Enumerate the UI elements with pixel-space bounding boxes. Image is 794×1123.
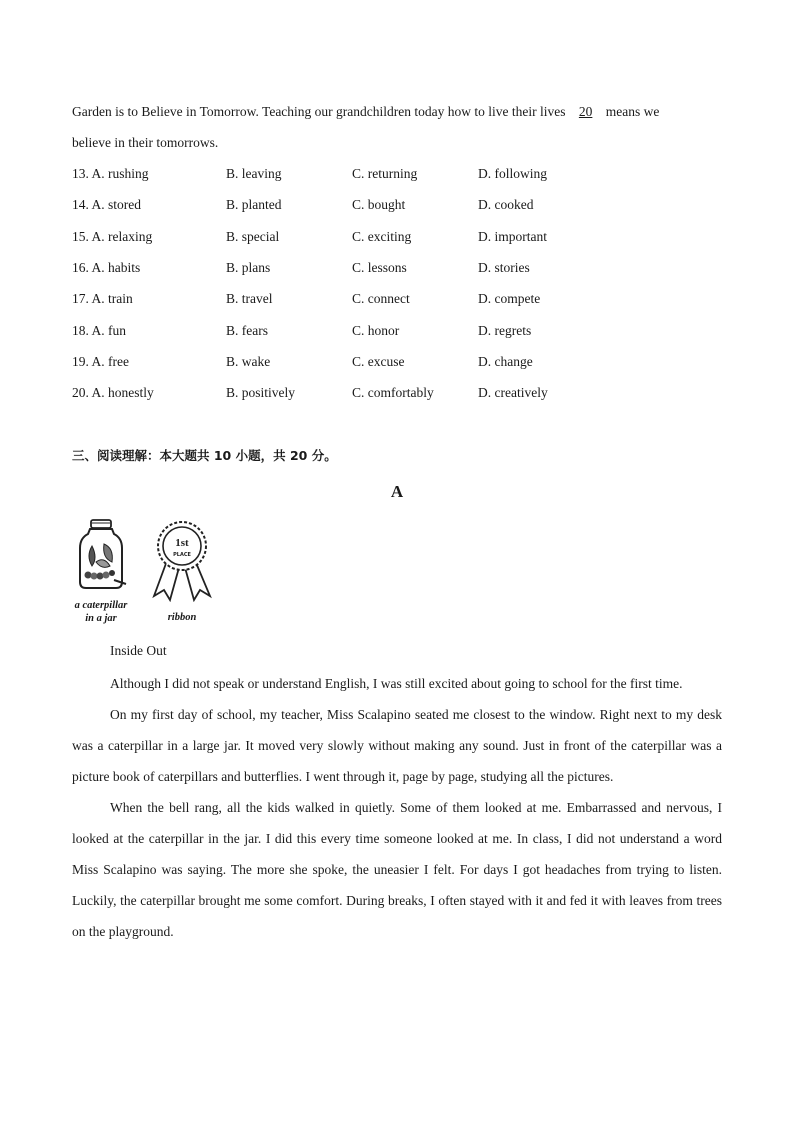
- question-row: [72, 229, 672, 249]
- option-a-text: A. fun: [91, 322, 127, 338]
- option-d: D. change: [478, 353, 533, 369]
- ribbon-caption: ribbon: [167, 612, 197, 623]
- passage-title: Inside Out: [110, 643, 167, 658]
- ribbon-text-1st: 1st: [175, 537, 189, 549]
- option-a: [72, 354, 129, 370]
- blank-20: 20: [578, 104, 593, 119]
- passage-body: [72, 668, 722, 947]
- option-a-text: A. stored: [91, 197, 142, 213]
- option-b: B. special: [226, 228, 280, 244]
- option-d: D. creatively: [478, 385, 548, 401]
- jar-caption-line-2: in a jar: [85, 613, 117, 624]
- intro-text-after: means we: [605, 104, 660, 119]
- passage-paragraph-1: Although I did not speak or understand English, I was still excited about going to school for the first time.: [110, 676, 683, 691]
- question-number: 14.: [72, 197, 89, 213]
- option-a: [72, 229, 152, 245]
- question-number: 20.: [72, 385, 89, 401]
- option-d: D. cooked: [478, 197, 534, 213]
- ribbon-icon: [148, 520, 216, 602]
- passage-paragraph-2: On my first day of school, my teacher, Miss Scalapino seated me closest to the window. Right next to my desk was a caterpillar in a large jar. It moved very slowly without making any sound. Just in front of the caterpillar was a picture book of caterpillars and butterflies. I went through it, page by page, studying all the pictures.: [72, 707, 722, 784]
- option-a: [72, 291, 133, 307]
- option-b: B. plans: [226, 259, 271, 275]
- caterpillar-jar-icon: [74, 518, 128, 592]
- option-a-text: A. train: [91, 291, 133, 307]
- option-d: D. compete: [478, 291, 541, 307]
- option-c: C. lessons: [352, 259, 407, 275]
- option-c: C. bought: [352, 197, 406, 213]
- option-b: B. wake: [226, 353, 271, 369]
- jar-caption: [66, 599, 136, 625]
- option-a-text: A. relaxing: [91, 228, 153, 244]
- option-a: [72, 197, 141, 213]
- option-c: C. returning: [352, 166, 418, 181]
- intro-line-2: believe in their tomorrows.: [72, 135, 219, 150]
- question-row: [72, 323, 672, 343]
- question-row: [72, 385, 672, 405]
- option-d: D. stories: [478, 259, 530, 275]
- intro-line-1: [72, 104, 659, 120]
- question-number: 15.: [72, 228, 89, 244]
- option-d: D. important: [478, 228, 547, 244]
- option-c: C. honor: [352, 322, 400, 338]
- option-b: B. planted: [226, 197, 282, 213]
- option-a: [72, 385, 154, 401]
- option-b: B. positively: [226, 385, 296, 401]
- option-a-text: A. habits: [91, 259, 141, 275]
- question-row: [72, 291, 672, 311]
- option-a-text: A. free: [91, 353, 129, 369]
- option-c: C. exciting: [352, 228, 412, 244]
- option-c: C. comfortably: [352, 385, 434, 401]
- question-row: [72, 354, 672, 374]
- question-row: [72, 197, 672, 217]
- question-number: 13.: [72, 166, 89, 181]
- jar-caption-line-1: a caterpillar: [74, 600, 128, 611]
- option-a-text: A. honestly: [91, 385, 154, 401]
- option-a: [72, 260, 140, 276]
- option-c: C. excuse: [352, 353, 405, 369]
- question-number: 18.: [72, 322, 89, 338]
- question-row: [72, 166, 672, 186]
- passage-paragraph-3: When the bell rang, all the kids walked in quietly. Some of them looked at me. Embarrassed and nervous, I looked at the caterpillar in the jar. I did this every time someone looked at me. In class, I did not understand a word Miss Scalapino was saying. The more she spoke, the uneasier I felt. For days I got headaches from trying to listen. Luckily, the caterpillar brought me some comfort. During breaks, I often stayed with it and fed it with leaves from trees on the playground.: [72, 800, 722, 939]
- passage-letter: A: [390, 482, 404, 501]
- intro-text-before: Garden is to Believe in Tomorrow. Teaching our grandchildren today how to live their lives: [72, 104, 566, 119]
- option-b: B. leaving: [226, 166, 282, 181]
- option-a-text: A. rushing: [91, 166, 149, 181]
- option-a: [72, 166, 149, 182]
- option-d: D. regrets: [478, 322, 532, 338]
- option-b: B. travel: [226, 291, 273, 307]
- ribbon-text-place: PLACE: [173, 552, 191, 558]
- question-number: 19.: [72, 353, 89, 369]
- question-number: 16.: [72, 259, 89, 275]
- question-number: 17.: [72, 291, 89, 307]
- section-heading: 三、阅读理解：本大题共 10 小题，共 20 分。: [72, 448, 337, 463]
- option-c: C. connect: [352, 291, 410, 307]
- option-d: D. following: [478, 166, 547, 181]
- option-a: [72, 323, 126, 339]
- option-b: B. fears: [226, 322, 268, 338]
- question-row: [72, 260, 672, 280]
